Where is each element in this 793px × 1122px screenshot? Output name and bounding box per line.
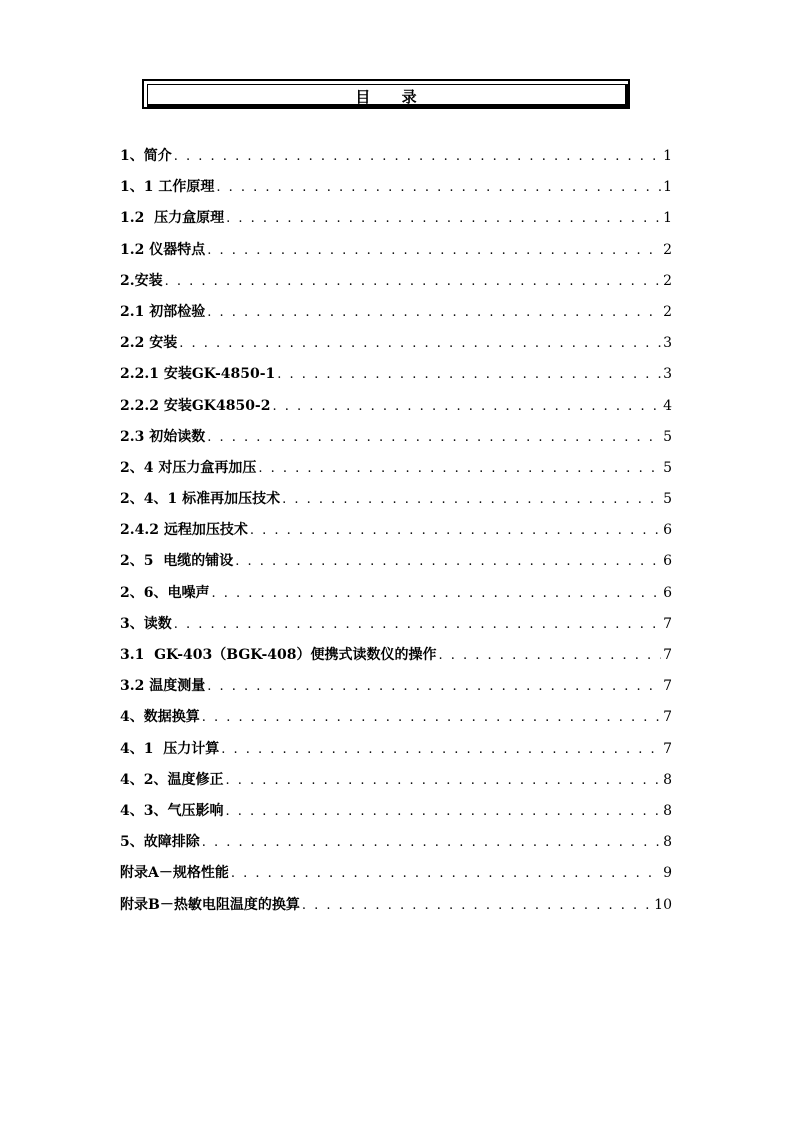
toc-dot-leader [235,546,661,577]
toc-entry-label: 2.2 安装 [120,335,178,352]
toc-entry[interactable] [120,266,672,297]
toc-entry-label: 3、读数 [120,615,172,632]
toc-dot-leader [226,203,661,234]
toc-entry-label: 2、4 对压力盒再加压 [120,459,257,476]
toc-dot-leader [273,391,662,422]
toc-entry-page-number: 1 [663,179,672,196]
toc-entry-page-number: 1 [663,148,672,164]
toc-entry-label: 5、故障排除 [120,834,200,851]
toc-entry-label: 1、简介 [120,148,172,164]
toc-entry-label: 2.4.2 远程加压技术 [120,522,248,539]
toc-entry[interactable] [120,702,672,733]
toc-dot-leader [207,422,661,453]
toc-dot-leader [225,765,661,796]
toc-entry-label: 3.1 GK-403（BGK-408）便携式读数仪的操作 [120,647,437,663]
toc-entry[interactable] [120,609,672,640]
toc-entry-page-number: 6 [663,553,672,570]
toc-entry[interactable] [120,827,672,858]
toc-entry[interactable] [120,671,672,702]
table-of-contents [120,141,672,921]
toc-entry[interactable] [120,765,672,796]
toc-entry[interactable] [120,546,672,577]
toc-entry-label: 2.3 初始读数 [120,428,206,445]
toc-entry-page-number: 7 [663,615,672,632]
toc-entry-label: 附录B－热敏电阻温度的换算 [120,896,300,913]
toc-entry-label: 2.2.1 安装GK-4850-1 [120,366,276,383]
toc-entry[interactable] [120,235,672,266]
toc-entry[interactable] [120,422,672,453]
toc-entry[interactable] [120,734,672,765]
toc-entry-page-number: 5 [663,459,672,476]
toc-entry[interactable] [120,172,672,203]
toc-entry-label: 2.1 初部检验 [120,303,206,320]
toc-entry-page-number: 6 [663,584,672,601]
toc-entry-label: 2、4、1 标准再加压技术 [120,491,281,508]
toc-dot-leader [225,796,661,827]
toc-dot-leader [165,266,661,297]
toc-dot-leader [302,890,652,921]
toc-entry-page-number: 9 [663,865,672,882]
toc-title: 目 录 [355,88,417,106]
toc-entry[interactable] [120,640,672,671]
toc-dot-leader [207,297,661,328]
toc-entry[interactable] [120,297,672,328]
toc-dot-leader [277,359,661,390]
toc-entry-page-number: 7 [663,709,672,726]
toc-entry-page-number: 4 [663,397,672,414]
toc-entry[interactable] [120,858,672,889]
toc-entry-label: 2、5 电缆的铺设 [120,553,234,570]
toc-entry-page-number: 3 [663,335,672,352]
toc-dot-leader [216,172,661,203]
toc-dot-leader [231,858,661,889]
toc-entry-page-number: 5 [663,428,672,445]
toc-entry-label: 3.2 温度测量 [120,678,206,695]
toc-entry-page-number: 3 [663,366,672,383]
toc-entry-label: 2、6、电噪声 [120,584,210,601]
toc-entry-page-number: 5 [663,491,672,508]
toc-entry-label: 2.2.2 安装GK4850-2 [120,397,271,414]
toc-entry-page-number: 7 [663,678,672,695]
toc-dot-leader [207,671,661,702]
toc-dot-leader [250,515,661,546]
toc-dot-leader [258,453,661,484]
toc-entry[interactable] [120,890,672,921]
toc-entry-page-number: 8 [663,834,672,851]
toc-entry-label: 附录A－规格性能 [120,865,229,882]
toc-entry[interactable] [120,359,672,390]
toc-entry-label: 2.安装 [120,272,163,289]
toc-entry-label: 4、2、温度修正 [120,771,224,788]
toc-dot-leader [207,235,661,266]
toc-dot-leader [179,328,661,359]
toc-entry[interactable] [120,141,672,172]
toc-entry[interactable] [120,328,672,359]
toc-entry[interactable] [120,391,672,422]
toc-entry[interactable] [120,578,672,609]
toc-entry[interactable] [120,484,672,515]
toc-entry-label: 4、1 压力计算 [120,740,220,757]
toc-entry-page-number: 2 [663,241,672,258]
toc-dot-leader [438,640,661,671]
toc-dot-leader [174,141,661,172]
toc-entry-page-number: 8 [663,802,672,819]
toc-dot-leader [221,734,661,765]
toc-entry-label: 1.2 压力盒原理 [120,210,225,227]
toc-entry-label: 4、3、气压影响 [120,802,224,819]
toc-entry[interactable] [120,453,672,484]
toc-dot-leader [202,827,661,858]
toc-entry[interactable] [120,203,672,234]
toc-entry-page-number: 10 [654,896,672,913]
toc-entry-page-number: 7 [663,647,672,663]
toc-dot-leader [202,702,661,733]
toc-dot-leader [211,578,661,609]
toc-dot-leader [174,609,661,640]
toc-entry-label: 4、数据换算 [120,709,200,726]
toc-entry-page-number: 8 [663,771,672,788]
toc-dot-leader [282,484,661,515]
toc-entry-page-number: 6 [663,522,672,539]
toc-entry-page-number: 1 [663,210,672,227]
toc-entry-label: 1、1 工作原理 [120,179,215,196]
toc-entry[interactable] [120,515,672,546]
toc-entry-label: 1.2 仪器特点 [120,241,206,258]
toc-title-box [142,79,630,109]
toc-entry-page-number: 2 [663,272,672,289]
toc-entry-page-number: 7 [663,740,672,757]
toc-entry[interactable] [120,796,672,827]
toc-entry-page-number: 2 [663,303,672,320]
